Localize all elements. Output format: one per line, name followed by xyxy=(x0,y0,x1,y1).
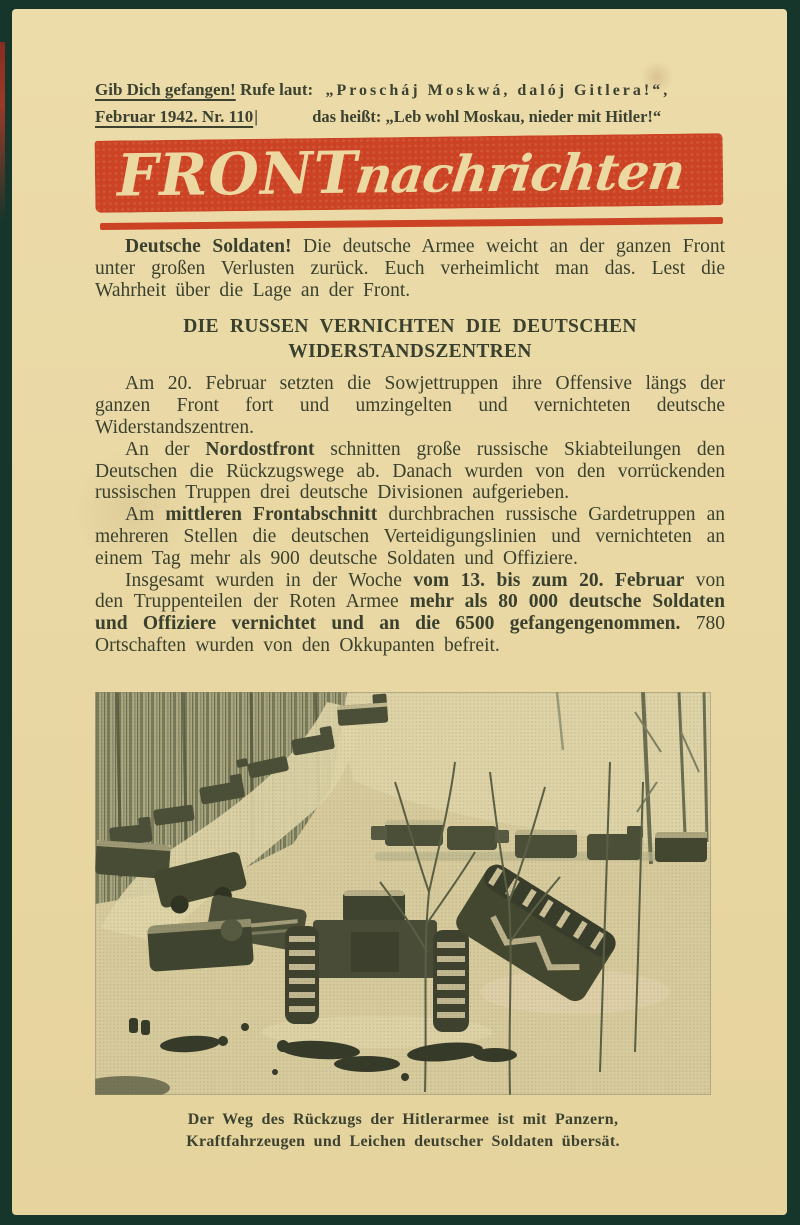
scan-edge-red-mark xyxy=(0,42,5,222)
article-body xyxy=(95,236,725,694)
photo-caption-line-1: Der Weg des Rückzugs der Hitlerarmee ist mit Panzern, xyxy=(187,1111,619,1128)
masthead-title-script: nachrichten xyxy=(352,141,688,205)
header-line-2 xyxy=(95,104,735,130)
photo-caption xyxy=(95,1109,711,1153)
paragraph-offensive: Am 20. Februar setzten die Sowjettruppen ihre Offensive längs der ganzen Front fort und umzingelten und vernichteten deutsche Widerstandszentren. xyxy=(95,373,725,438)
battlefield-photo xyxy=(95,692,711,1095)
paragraph-nordostfront: An der Nordostfront schnitten große russische Skiabteilungen den Deutschen die Rückzugswege ab. Danach wurden von den vorrückenden russischen Truppen drei deutsche Divisionen aufgerieben. xyxy=(95,438,725,504)
leaflet-paper xyxy=(12,9,787,1215)
battlefield-photo-graphic xyxy=(95,692,711,1095)
photo-caption-line-2: Kraftfahrzeugen und Leichen deutscher Soldaten übersät. xyxy=(186,1133,620,1150)
slogan-russian: „Proscháj Moskwá, dalój Gitlera!“, xyxy=(325,82,671,99)
shout-label: Rufe laut: xyxy=(239,80,314,99)
masthead-banner xyxy=(95,133,724,213)
article-headline xyxy=(95,314,725,364)
headline-line-2: WIDERSTANDSZENTREN xyxy=(288,341,532,363)
masthead-underline-rule xyxy=(100,217,723,230)
headline-line-1: DIE RUSSEN VERNICHTEN DIE DEUTSCHEN xyxy=(183,316,637,338)
paragraph-frontabschnitt: Am mittleren Frontabschnitt durchbrachen russische Gardetruppen an mehreren Stellen die deutschen Verteidigungslinien und vernichteten an einem Tag mehr als 900 deutsche Soldaten und Offiziere. xyxy=(95,504,725,569)
paragraph-weekly-totals: Insgesamt wurden in der Woche vom 13. bis zum 20. Februar von den Truppenteilen der Roten Armee mehr als 80 000 deutsche Soldaten und Offiziere vernichtet und an die 6500 gefangengenommen. 780 Ortschaften wurden von den Okkupanten befreit. xyxy=(95,569,725,656)
leaflet-header xyxy=(95,77,735,130)
paragraph-intro: Deutsche Soldaten! Die deutsche Armee weicht an der ganzen Front unter großen Verlusten zurück. Euch verheimlicht man das. Lest die Wahrheit über die Lage an der Front. xyxy=(95,236,725,301)
issue-divider: | xyxy=(254,107,258,126)
masthead-title-front: FRONT xyxy=(116,138,359,210)
issue-info: Februar 1942. Nr. 110 xyxy=(95,107,254,126)
slogan-translation: das heißt: „Leb wohl Moskau, nieder mit Hitler!“ xyxy=(312,107,662,126)
header-line-1 xyxy=(95,77,735,104)
surrender-call: Gib Dich gefangen! xyxy=(95,80,236,99)
